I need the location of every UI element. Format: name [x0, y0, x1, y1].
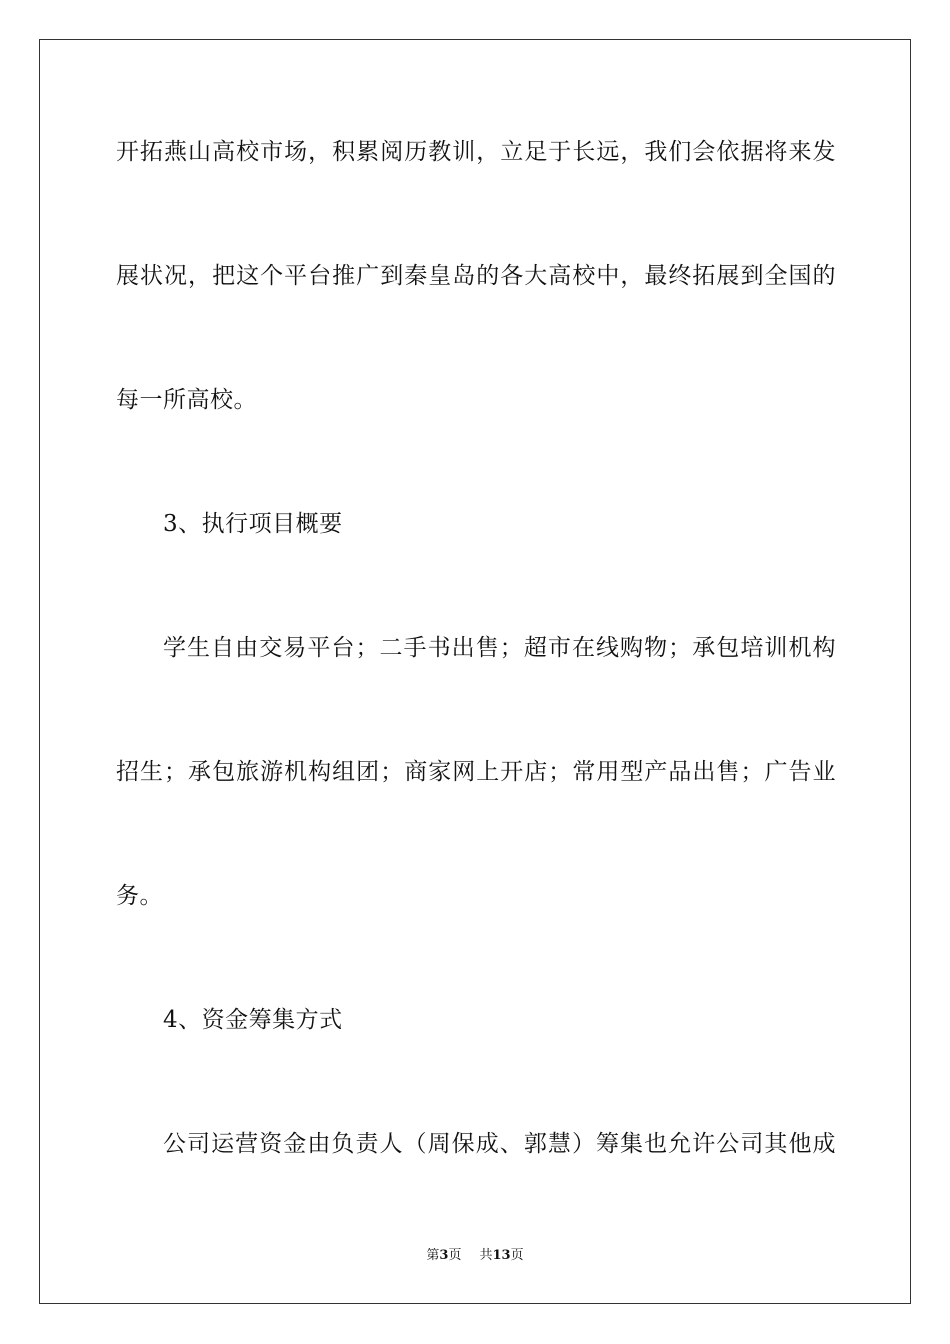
page-suffix: 页 — [448, 1248, 462, 1263]
total-pages: 13 — [492, 1248, 511, 1263]
body-text-line-6: 招生；承包旅游机构组团；商家网上开店；常用型产品出售；广告业 — [116, 759, 836, 785]
body-text-line-5: 学生自由交易平台；二手书出售；超市在线购物；承包培训机构 — [163, 635, 836, 661]
section-heading-4: 4、资金筹集方式 — [163, 1007, 343, 1033]
body-text-line-1: 开拓燕山高校市场，积累阅历教训，立足于长远，我们会依据将来发 — [116, 139, 836, 165]
page-footer — [0, 1246, 950, 1266]
body-text-line-9: 公司运营资金由负责人（周保成、郭慧）筹集也允许公司其他成 — [163, 1131, 836, 1157]
section-heading-3: 3、执行项目概要 — [163, 511, 343, 537]
body-text-line-2: 展状况，把这个平台推广到秦皇岛的各大高校中，最终拓展到全国的 — [116, 263, 836, 289]
page-prefix: 第 — [426, 1248, 440, 1263]
body-text-line-7: 务。 — [116, 883, 163, 909]
body-text-line-3: 每一所高校。 — [116, 387, 257, 413]
total-prefix: 共 — [479, 1248, 493, 1263]
page-border — [39, 39, 911, 1304]
page-number: 3 — [439, 1248, 449, 1263]
total-suffix: 页 — [510, 1248, 524, 1263]
